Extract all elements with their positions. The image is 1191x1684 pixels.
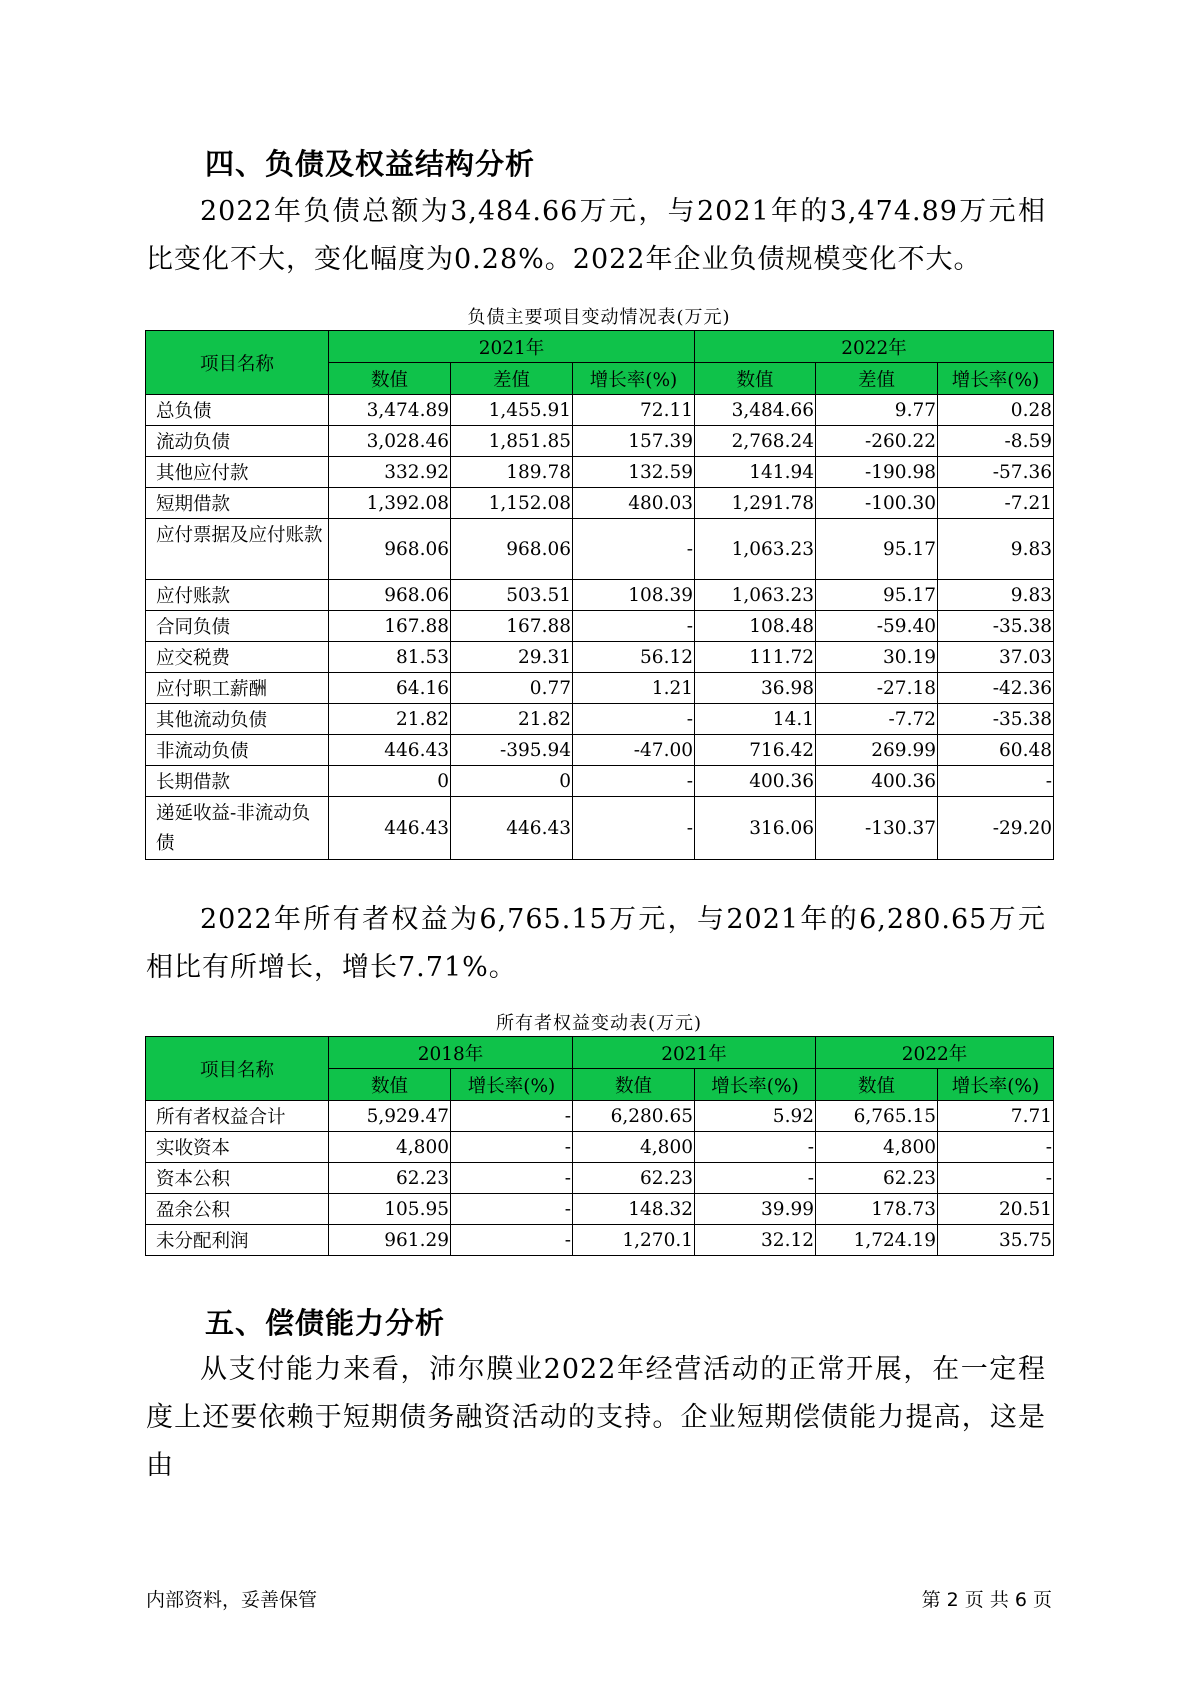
subheader-value: 数值 [816,1069,938,1101]
subheader-growth: 增长率(%) [451,1069,573,1101]
table-cell: - [573,797,695,860]
table-cell: 0 [329,766,451,797]
table-cell: 141.94 [695,457,816,488]
table-cell: 1,063.23 [695,580,816,611]
table-cell: 480.03 [573,488,695,519]
table-cell: -29.20 [938,797,1054,860]
table-cell: 167.88 [329,611,451,642]
table-cell: 56.12 [573,642,695,673]
table-row [146,642,1054,673]
table-row [146,426,1054,457]
table-cell: 332.92 [329,457,451,488]
footer-confidential-note: 内部资料，妥善保管 [146,1589,318,1611]
table-cell: -47.00 [573,735,695,766]
table-cell: -7.72 [816,704,938,735]
table-row [146,1163,1054,1194]
table-cell: 35.75 [938,1225,1054,1256]
table-cell: 178.73 [816,1194,938,1225]
table-cell: 167.88 [451,611,573,642]
table-cell: 6,765.15 [816,1101,938,1132]
subheader-growth: 增长率(%) [938,1069,1054,1101]
table-cell: 269.99 [816,735,938,766]
table-cell: - [451,1132,573,1163]
table-cell: 64.16 [329,673,451,704]
table-row [146,457,1054,488]
table-row [146,395,1054,426]
row-label: 盈余公积 [146,1194,329,1225]
table-cell: 2,768.24 [695,426,816,457]
table-row [146,797,1054,860]
row-label: 应交税费 [146,642,329,673]
table-cell: 30.19 [816,642,938,673]
table-cell: 21.82 [451,704,573,735]
table-cell: - [573,519,695,580]
subheader-growth: 增长率(%) [573,363,695,395]
table-cell: 9.77 [816,395,938,426]
table-cell: 968.06 [329,519,451,580]
header-year-2022: 2022年 [695,331,1054,363]
row-label: 应付票据及应付账款 [146,519,329,580]
header-year-2022: 2022年 [816,1037,1054,1069]
table-row [146,1101,1054,1132]
table-cell: 968.06 [451,519,573,580]
table-cell: -59.40 [816,611,938,642]
table-cell: 7.71 [938,1101,1054,1132]
row-label: 总负债 [146,395,329,426]
table-cell: 72.11 [573,395,695,426]
table-cell: - [573,704,695,735]
subheader-value: 数值 [573,1069,695,1101]
table-cell: 446.43 [329,735,451,766]
table-cell: 21.82 [329,704,451,735]
subheader-value: 数值 [695,363,816,395]
section-heading-5: 五、偿债能力分析 [205,1306,446,1340]
table-cell: 6,280.65 [573,1101,695,1132]
equity-table-caption: 所有者权益变动表(万元) [495,1013,703,1034]
table-cell: 1,291.78 [695,488,816,519]
table-row [146,704,1054,735]
subheader-diff: 差值 [451,363,573,395]
row-label: 应付职工薪酬 [146,673,329,704]
table-cell: -35.38 [938,704,1054,735]
subheader-value: 数值 [329,1069,451,1101]
table-row [146,1194,1054,1225]
table-cell: 60.48 [938,735,1054,766]
table-cell: 400.36 [816,766,938,797]
table-cell: 3,474.89 [329,395,451,426]
table-cell: 39.99 [695,1194,816,1225]
table-cell: 1,724.19 [816,1225,938,1256]
table-cell: 3,484.66 [695,395,816,426]
table-cell: 4,800 [816,1132,938,1163]
table-cell: 1,851.85 [451,426,573,457]
subheader-diff: 差值 [816,363,938,395]
table-cell: 29.31 [451,642,573,673]
table-cell: 316.06 [695,797,816,860]
table-cell: - [938,766,1054,797]
table-cell: 132.59 [573,457,695,488]
table-cell: - [938,1132,1054,1163]
subheader-growth: 增长率(%) [938,363,1054,395]
table-cell: 189.78 [451,457,573,488]
table-cell: 148.32 [573,1194,695,1225]
table-cell: -130.37 [816,797,938,860]
table-cell: 4,800 [329,1132,451,1163]
table-cell: 3,028.46 [329,426,451,457]
table-cell: 81.53 [329,642,451,673]
table-cell: - [573,766,695,797]
row-label: 实收资本 [146,1132,329,1163]
table-cell: 5.92 [695,1101,816,1132]
table-row [146,766,1054,797]
table-row [146,735,1054,766]
liabilities-table-caption: 负债主要项目变动情况表(万元) [467,307,731,328]
table-cell: 62.23 [816,1163,938,1194]
table-cell: -100.30 [816,488,938,519]
table-cell: 20.51 [938,1194,1054,1225]
table-cell: 157.39 [573,426,695,457]
row-label: 合同负债 [146,611,329,642]
table-cell: 446.43 [329,797,451,860]
equity-paragraph: 2022年所有者权益为6,765.15万元，与2021年的6,280.65万元相比有所增长，增长7.71%。 [146,904,1046,983]
table-cell: 0 [451,766,573,797]
table-cell: - [451,1163,573,1194]
row-label: 资本公积 [146,1163,329,1194]
table-cell: - [451,1101,573,1132]
table-cell: -35.38 [938,611,1054,642]
table-cell: - [695,1163,816,1194]
table-cell: 1.21 [573,673,695,704]
table-cell: -42.36 [938,673,1054,704]
table-cell: 1,455.91 [451,395,573,426]
table-cell: - [451,1225,573,1256]
table-cell: 5,929.47 [329,1101,451,1132]
table-row [146,1225,1054,1256]
liabilities-table [145,330,1054,860]
table-cell: -395.94 [451,735,573,766]
equity-table [145,1036,1054,1256]
table-cell: 14.1 [695,704,816,735]
table-cell: 400.36 [695,766,816,797]
table-cell: -190.98 [816,457,938,488]
table-cell: 961.29 [329,1225,451,1256]
table-cell: 9.83 [938,519,1054,580]
row-label: 所有者权益合计 [146,1101,329,1132]
table-cell: 1,152.08 [451,488,573,519]
table-cell: - [451,1194,573,1225]
table-cell: 1,063.23 [695,519,816,580]
table-cell: 716.42 [695,735,816,766]
table-cell: 95.17 [816,519,938,580]
table-cell: 111.72 [695,642,816,673]
section-heading-4: 四、负债及权益结构分析 [205,147,536,181]
table-cell: 1,270.1 [573,1225,695,1256]
table-cell: 95.17 [816,580,938,611]
footer-page-number: 第 2 页 共 6 页 [921,1589,1052,1611]
table-cell: 37.03 [938,642,1054,673]
table-cell: - [938,1163,1054,1194]
row-label: 流动负债 [146,426,329,457]
table-cell: 32.12 [695,1225,816,1256]
liabilities-paragraph: 2022年负债总额为3,484.66万元，与2021年的3,474.89万元相比变化不大，变化幅度为0.28%。2022年企业负债规模变化不大。 [146,196,1046,275]
table-cell: 503.51 [451,580,573,611]
table-cell: 446.43 [451,797,573,860]
table-cell: - [573,611,695,642]
table-cell: 0.77 [451,673,573,704]
table-cell: 0.28 [938,395,1054,426]
table-cell: 9.83 [938,580,1054,611]
solvency-paragraph: 从支付能力来看，沛尔膜业2022年经营活动的正常开展，在一定程度上还要依赖于短期债务融资活动的支持。企业短期偿债能力提高，这是由 [146,1354,1046,1481]
table-cell: 105.95 [329,1194,451,1225]
header-year-2018: 2018年 [329,1037,573,1069]
row-label: 短期借款 [146,488,329,519]
table-cell: 62.23 [573,1163,695,1194]
subheader-growth: 增长率(%) [695,1069,816,1101]
row-label: 其他应付款 [146,457,329,488]
row-label: 应付账款 [146,580,329,611]
row-label: 递延收益-非流动负债 [146,797,329,860]
row-label: 非流动负债 [146,735,329,766]
table-row [146,519,1054,580]
header-item-name: 项目名称 [146,331,329,395]
table-cell: -27.18 [816,673,938,704]
row-label: 长期借款 [146,766,329,797]
table-cell: -57.36 [938,457,1054,488]
subheader-value: 数值 [329,363,451,395]
table-cell: 36.98 [695,673,816,704]
row-label: 未分配利润 [146,1225,329,1256]
table-row [146,673,1054,704]
header-item-name: 项目名称 [146,1037,329,1101]
table-cell: -260.22 [816,426,938,457]
table-cell: 4,800 [573,1132,695,1163]
table-row [146,1132,1054,1163]
table-cell: 62.23 [329,1163,451,1194]
table-row [146,580,1054,611]
header-year-2021: 2021年 [573,1037,816,1069]
table-cell: - [695,1132,816,1163]
row-label: 其他流动负债 [146,704,329,735]
header-year-2021: 2021年 [329,331,695,363]
table-row [146,611,1054,642]
table-cell: 1,392.08 [329,488,451,519]
table-cell: -7.21 [938,488,1054,519]
table-cell: 108.39 [573,580,695,611]
table-cell: 968.06 [329,580,451,611]
table-row [146,488,1054,519]
table-cell: -8.59 [938,426,1054,457]
table-cell: 108.48 [695,611,816,642]
